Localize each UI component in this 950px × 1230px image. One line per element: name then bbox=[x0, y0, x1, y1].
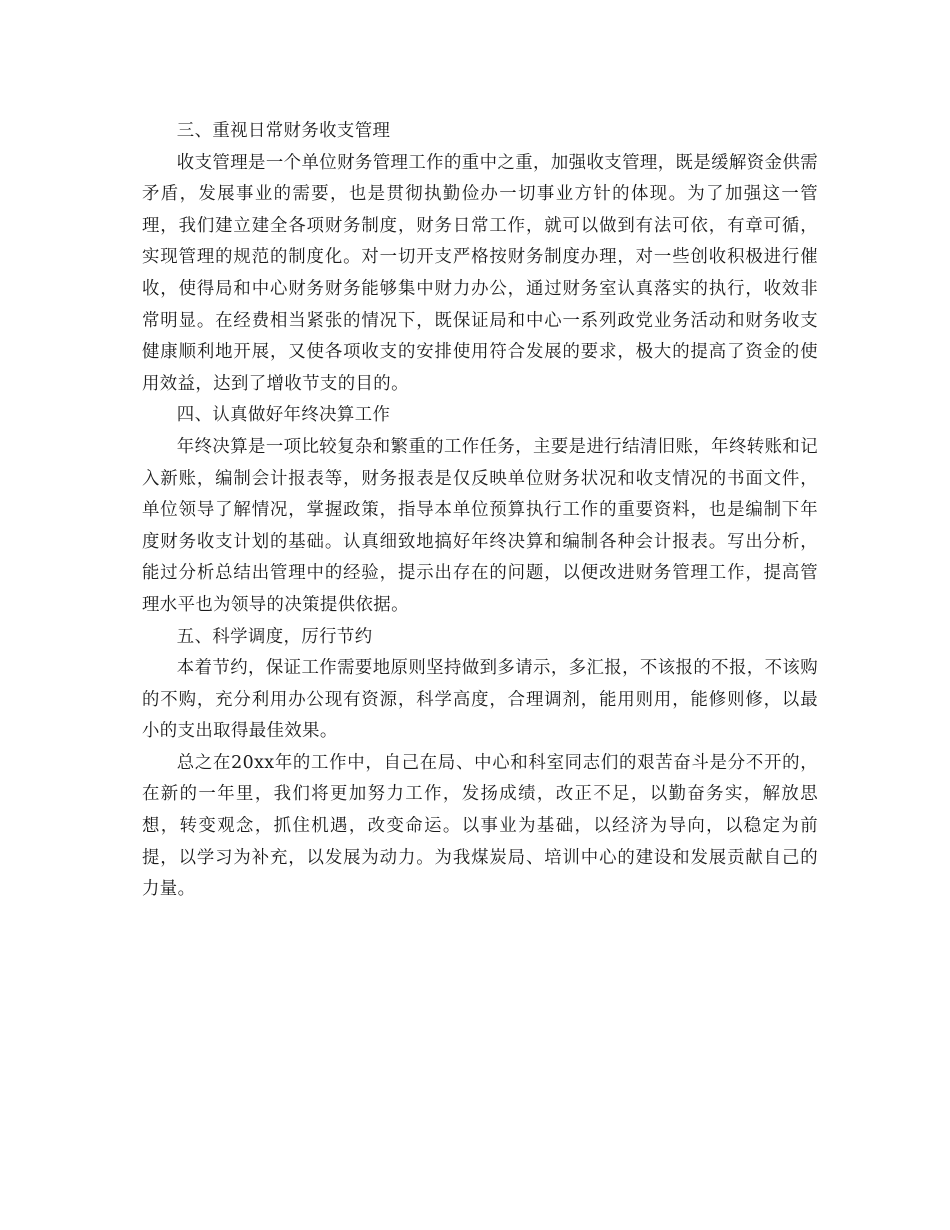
section-heading: 五、科学调度，厉行节约 bbox=[176, 626, 373, 647]
section-heading: 四、认真做好年终决算工作 bbox=[176, 405, 391, 426]
section-paragraph: 本着节约，保证工作需要地原则坚持做到多请示，多汇报，不该报的不报，不该购的不购，充分利用办公现有资源，科学高度，合理调剂，能用则用，能修则修，以最小的支出取得最佳效果。 bbox=[142, 658, 818, 742]
closing-paragraph: 总之在20xx年的工作中，自己在局、中心和科室同志们的艰苦奋斗是分不开的，在新的一年里，我们将更加努力工作，发扬成绩，改正不足，以勤奋务实，解放思想，转变观念，抓住机遇，改变命运。以事业为基础，以经济为导向，以稳定为前提，以学习为补充，以发展为动力。为我煤炭局、培训中心的建设和发展贡献自己的力量。 bbox=[142, 752, 818, 900]
section-heading: 三、重视日常财务收支管理 bbox=[176, 121, 391, 141]
section-paragraph: 年终决算是一项比较复杂和繁重的工作任务，主要是进行结清旧账，年终转账和记入新账，编制会计报表等，财务报表是仅反映单位财务状况和收支情况的书面文件，单位领导了解情况，掌握政策，指导本单位预算执行工作的重要资料，也是编制下年度财务收支计划的基础。认真细致地搞好年终决算和编制各种会计报表。写出分析，能过分析总结出管理中的经验，提示出存在的问题，以便改进财务管理工作，提高管理水平也为领导的决策提供依据。 bbox=[142, 436, 818, 615]
document-body bbox=[142, 116, 818, 906]
section-paragraph: 收支管理是一个单位财务管理工作的重中之重，加强收支管理，既是缓解资金供需矛盾，发展事业的需要，也是贯彻执勤俭办一切事业方针的体现。为了加强这一管理，我们建立建全各项财务制度，财务日常工作，就可以做到有法可依，有章可循，实现管理的规范的制度化。对一切开支严格按财务制度办理，对一些创收积极进行催收，使得局和中心财务财务能够集中财力办公，通过财务室认真落实的执行，收效非常明显。在经费相当紧张的情况下，既保证局和中心一系列政党业务活动和财务收支健康顺利地开展，又使各项收支的安排使用符合发展的要求，极大的提高了资金的使用效益，达到了增收节支的目的。 bbox=[142, 152, 818, 394]
